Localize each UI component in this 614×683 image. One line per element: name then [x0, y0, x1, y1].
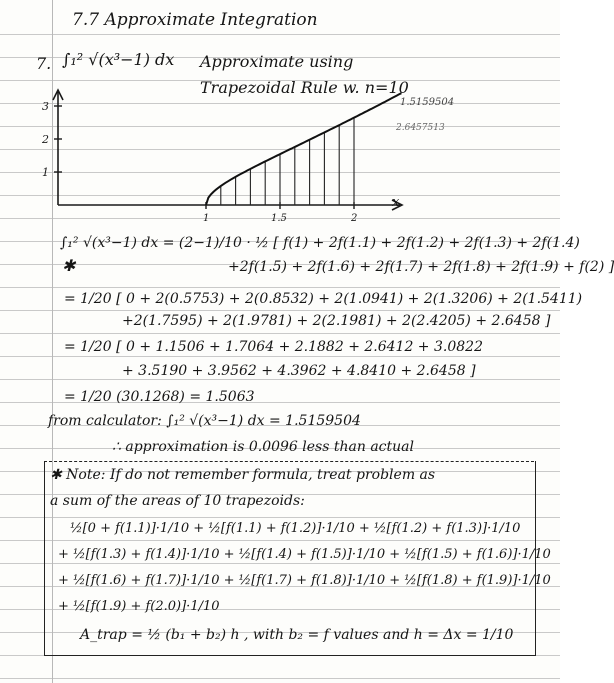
- y-tick-label: 1: [42, 166, 49, 179]
- work-line-7: = 1/20 (30.1268) = 1.5063: [64, 389, 255, 405]
- work-line-2: +2f(1.5) + 2f(1.6) + 2f(1.7) + 2f(1.8) + 2f(1.9) + f(2) ]: [228, 259, 614, 275]
- note-line-2: a sum of the areas of 10 trapezoids:: [50, 493, 305, 509]
- x-tick-label: 2: [351, 213, 358, 224]
- y-tick-label: 2: [42, 133, 49, 146]
- work-line-3: = 1/20 [ 0 + 2(0.5753) + 2(0.8532) + 2(1.0941) + 2(1.3206) + 2(1.5411): [64, 291, 583, 307]
- work-line-5: = 1/20 [ 0 + 1.1506 + 1.7064 + 2.1882 + 2.6412 + 3.0822: [64, 339, 483, 355]
- graph-axes: [53, 90, 402, 210]
- note-line-4: + ½[f(1.3) + f(1.4)]·1/10 + ½[f(1.4) + f(1.5)]·1/10 + ½[f(1.5) + f(1.6)]·1/10: [58, 547, 551, 562]
- work-star: ✱: [62, 256, 76, 275]
- problem-number: 7.: [36, 54, 52, 73]
- x-tick-label: 1.5: [271, 213, 287, 224]
- problem-rule: Trapezoidal Rule w. n=10: [200, 78, 409, 97]
- note-line-5: + ½[f(1.6) + f(1.7)]·1/10 + ½[f(1.7) + f(1.8)]·1/10 + ½[f(1.8) + f(1.9)]·1/10: [58, 573, 551, 588]
- problem-task: Approximate using: [200, 52, 354, 71]
- x-tick-label: 1: [203, 213, 210, 224]
- graph-strips: [221, 118, 354, 205]
- work-line-4: +2(1.7595) + 2(1.9781) + 2(2.1981) + 2(2.4205) + 2.6458 ]: [122, 313, 551, 329]
- work-line-6: + 3.5190 + 3.9562 + 4.3962 + 4.8410 + 2.6458 ]: [122, 363, 476, 379]
- note-line-6: + ½[f(1.9) + f(2.0)]·1/10: [58, 599, 220, 614]
- note-line-7: A_trap = ½ (b₁ + b₂) h , with b₂ = f values and h = Δx = 1/10: [80, 627, 514, 643]
- page-title: 7.7 Approximate Integration: [72, 10, 318, 30]
- note-line-1: ✱ Note: If do not remember formula, treat problem as: [50, 467, 436, 483]
- curve-top-label: 1.5159504: [400, 97, 455, 108]
- x-axis-letter: x: [392, 195, 400, 210]
- side-note: 2.6457513: [396, 123, 445, 133]
- y-tick-label: 3: [42, 100, 49, 113]
- note-line-3: ½[0 + f(1.1)]·1/10 + ½[f(1.1) + f(1.2)]·1/10 + ½[f(1.2) + f(1.3)]·1/10: [70, 521, 521, 536]
- problem-integral: ∫₁² √(x³−1) dx: [62, 50, 175, 69]
- work-line-8: from calculator: ∫₁² √(x³−1) dx = 1.5159504: [48, 413, 361, 429]
- work-line-1: ∫₁² √(x³−1) dx = (2−1)/10 · ½ [ f(1) + 2f(1.1) + 2f(1.2) + 2f(1.3) + 2f(1.4): [60, 235, 580, 251]
- work-line-9: ∴ approximation is 0.0096 less than actual: [112, 439, 414, 455]
